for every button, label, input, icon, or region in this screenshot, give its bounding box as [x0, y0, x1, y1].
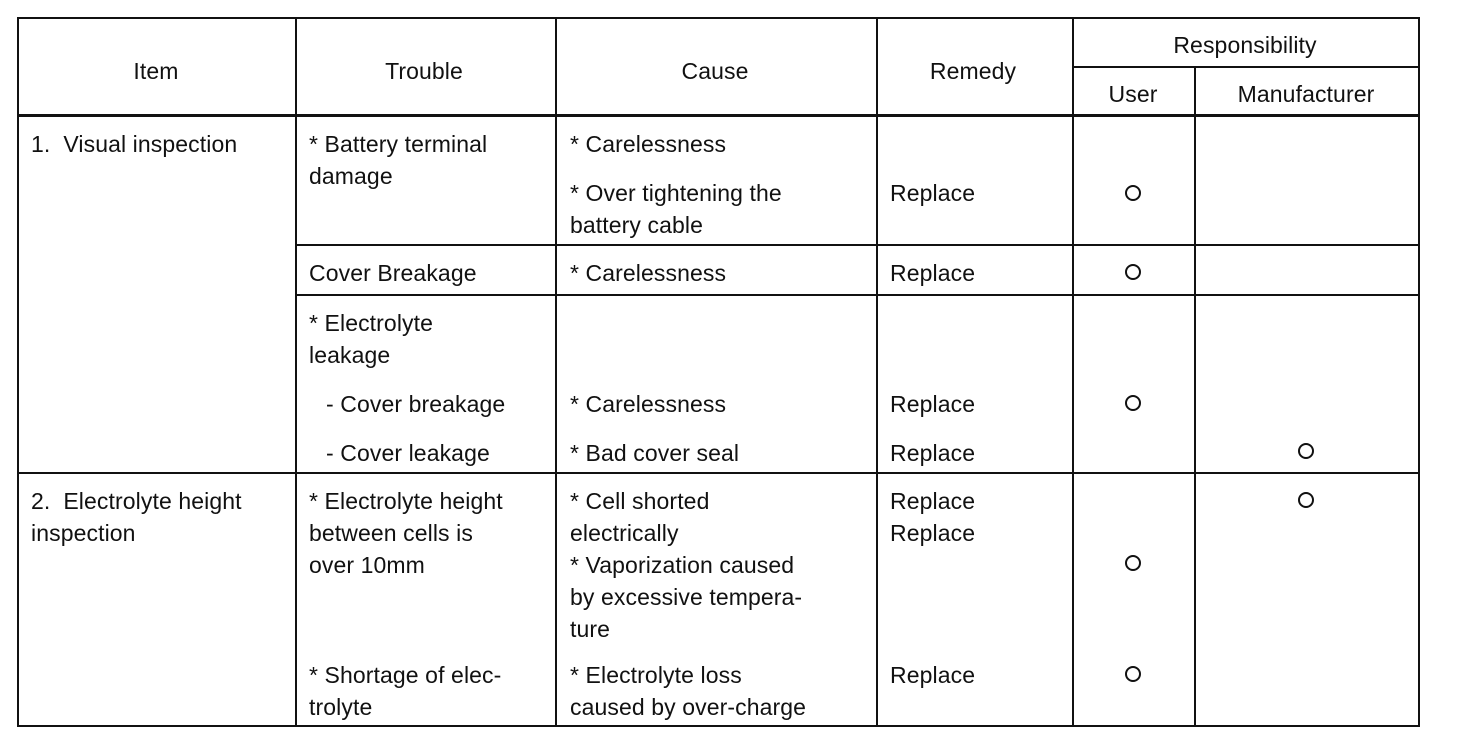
header-remedy: Remedy [929, 58, 1017, 84]
remedy-replace-2: Replace [890, 260, 976, 286]
row-divider-2 [295, 294, 1420, 296]
remedy-replace-pair: Replace Replace [890, 488, 976, 546]
header-item: Item [133, 58, 179, 84]
row-divider-1 [295, 244, 1420, 246]
cause-carelessness-1: * Carelessness [570, 131, 727, 157]
remedy-replace-6: Replace [890, 662, 976, 688]
table-right-border [1418, 17, 1420, 727]
user-responsibility-mark-5 [1125, 666, 1141, 682]
trouble-electrolyte-height: * Electrolyte height between cells is over 10mm [309, 488, 503, 578]
table-top-border [17, 17, 1420, 19]
user-responsibility-mark-2 [1125, 264, 1141, 280]
header-user: User [1108, 81, 1158, 107]
cause-cell-shorted-vaporization: * Cell shorted electrically * Vaporization caused by excessive tempera- ture [570, 488, 803, 642]
trouble-battery-terminal-damage: * Battery terminal damage [309, 131, 488, 189]
header-manufacturer: Manufacturer [1237, 81, 1375, 107]
item-trouble-divider [295, 17, 297, 727]
trouble-shortage-electrolyte: * Shortage of elec- trolyte [309, 662, 502, 720]
header-responsibility: Responsibility [1173, 32, 1317, 58]
item-electrolyte-height-inspection: 2. Electrolyte height inspection [31, 488, 242, 546]
item-visual-inspection: 1. Visual inspection [31, 131, 238, 157]
cause-bad-cover-seal: * Bad cover seal [570, 440, 740, 466]
remedy-replace-1: Replace [890, 180, 976, 206]
header-cause: Cause [681, 58, 749, 84]
manufacturer-responsibility-mark-2 [1298, 492, 1314, 508]
table-bottom-border [17, 725, 1420, 727]
trouble-cover-breakage: Cover Breakage [309, 260, 477, 286]
responsibility-divider [1073, 66, 1420, 68]
trouble-cause-divider [555, 17, 557, 727]
cause-remedy-divider [876, 17, 878, 727]
trouble-cover-leakage-sub: - Cover leakage [326, 440, 490, 466]
cause-electrolyte-loss: * Electrolyte loss caused by over-charge [570, 662, 807, 720]
section-divider [17, 472, 1420, 474]
cause-carelessness-2: * Carelessness [570, 260, 727, 286]
remedy-replace-3: Replace [890, 391, 976, 417]
table-left-border [17, 17, 19, 727]
trouble-electrolyte-leakage: * Electrolyte leakage [309, 310, 434, 368]
user-responsibility-mark-1 [1125, 185, 1141, 201]
manufacturer-responsibility-mark-1 [1298, 443, 1314, 459]
header-trouble: Trouble [385, 58, 463, 84]
cause-over-tightening: * Over tightening the battery cable [570, 180, 782, 238]
trouble-cover-breakage-sub: - Cover breakage [326, 391, 506, 417]
cause-carelessness-3: * Carelessness [570, 391, 727, 417]
user-manufacturer-divider [1194, 66, 1196, 727]
user-responsibility-mark-3 [1125, 395, 1141, 411]
user-responsibility-mark-4 [1125, 555, 1141, 571]
remedy-responsibility-divider [1072, 17, 1074, 727]
remedy-replace-4: Replace [890, 440, 976, 466]
header-bottom-border [17, 114, 1420, 117]
